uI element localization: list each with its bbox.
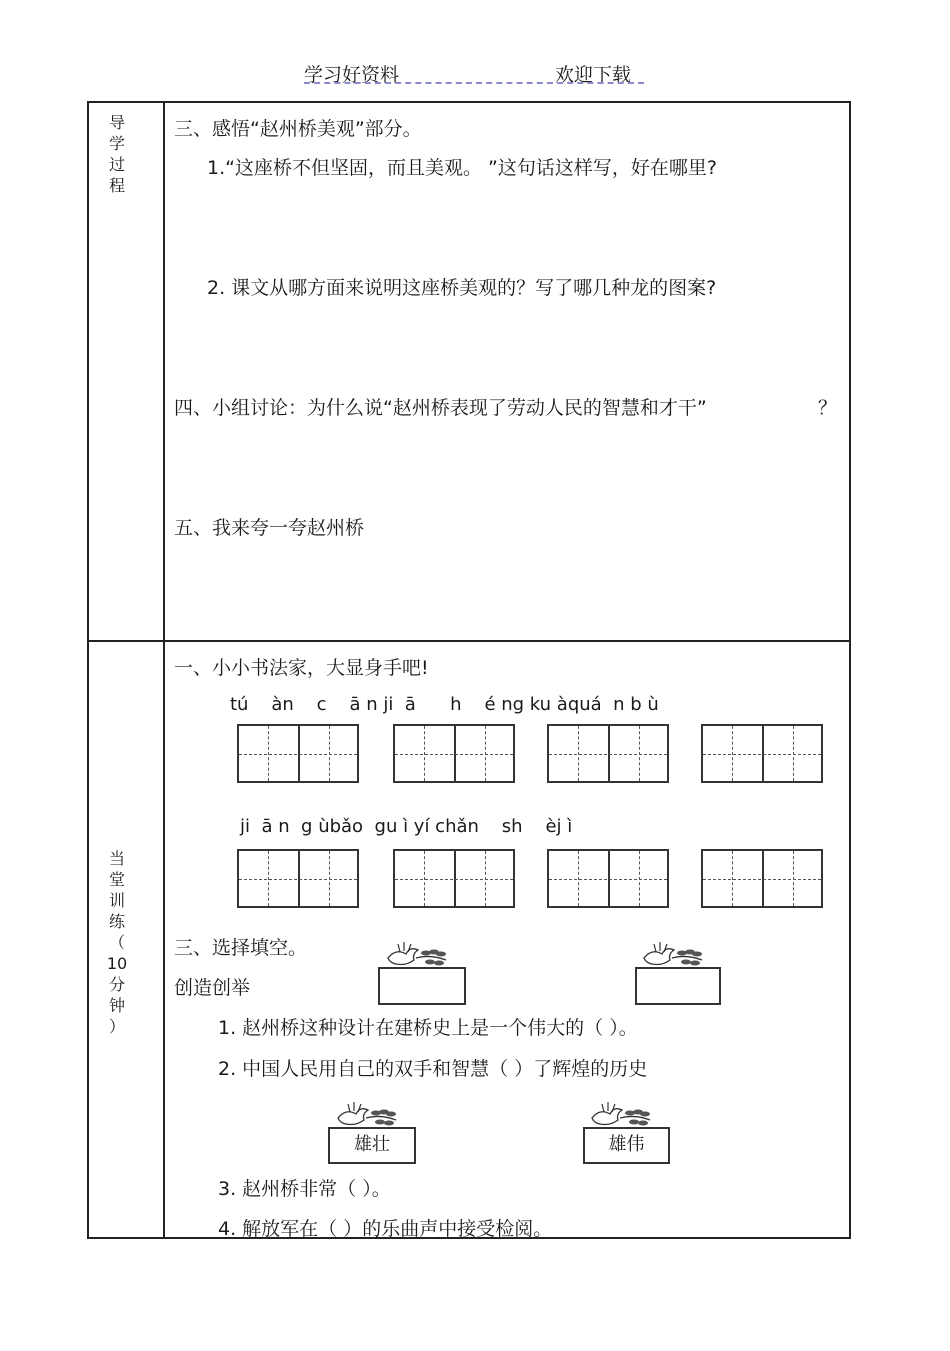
section-3-title: 三、感悟“赵州桥美观”部分。	[174, 118, 422, 140]
section-3-question-1: 1.“这座桥不但坚固，而且美观。 ”这句话这样写，好在哪里?	[207, 157, 717, 179]
table-top-border	[87, 101, 851, 103]
section-4-discussion: 四、小组讨论：为什么说“赵州桥表现了劳动人民的智慧和才干”	[174, 397, 707, 419]
label-char: 导	[108, 113, 125, 132]
writing-grid[interactable]	[237, 724, 359, 783]
fill-question-2: 2. 中国人民用自己的双手和智慧（ ）了辉煌的历史	[218, 1058, 648, 1080]
word-choice-box[interactable]	[583, 1127, 670, 1164]
label-guide-process	[97, 112, 137, 196]
header-dashed-rule	[304, 82, 644, 84]
practice-3-title: 三、选择填空。	[174, 937, 308, 959]
section-4-question-mark: ？	[818, 397, 838, 419]
label-char: 当	[108, 849, 125, 868]
label-char: 10	[106, 954, 128, 973]
word-choice-box[interactable]	[328, 1127, 416, 1164]
section-5-title: 五、我来夸一夸赵州桥	[174, 517, 365, 539]
section-3-question-2: 2. 课文从哪方面来说明这座桥美观的？写了哪几种龙的图案?	[207, 277, 717, 299]
header-left: 学习好资料	[304, 64, 400, 86]
header-right: 欢迎下载	[555, 64, 632, 86]
fill-question-4: 4. 解放军在（ ）的乐曲声中接受检阅。	[218, 1218, 553, 1240]
label-class-practice	[97, 848, 137, 1037]
word-choice-text: 雄壮	[354, 1134, 390, 1155]
label-char: 程	[108, 176, 125, 195]
table-right-border	[849, 101, 851, 1239]
label-char: 学	[108, 134, 125, 153]
pinyin-row-2: ji ā n g ùbǎo gu ì yí chǎn sh èj ì	[240, 816, 573, 837]
label-char: ）	[108, 1017, 125, 1036]
word-choices-label: 创造创举	[174, 977, 251, 999]
label-char: （	[108, 933, 125, 952]
fill-question-3: 3. 赵州桥非常（ ）。	[218, 1178, 391, 1200]
label-char: 堂	[108, 870, 125, 889]
label-char: 过	[108, 155, 125, 174]
pinyin-row-1: tú àn c ā n ji ā h é ng ku àquá n b ù	[230, 694, 659, 715]
writing-grid[interactable]	[701, 849, 823, 908]
word-choice-text: 雄伟	[608, 1134, 645, 1155]
fill-question-1: 1. 赵州桥这种设计在建桥史上是一个伟大的（ ）。	[218, 1017, 638, 1039]
writing-grid[interactable]	[547, 849, 669, 908]
label-char: 钟	[108, 996, 125, 1015]
writing-grid[interactable]	[701, 724, 823, 783]
writing-grid[interactable]	[237, 849, 359, 908]
table-left-border	[87, 101, 89, 1239]
table-column-divider	[163, 101, 165, 1239]
word-choice-box-empty[interactable]	[378, 967, 466, 1005]
label-char: 分	[108, 975, 125, 994]
writing-grid[interactable]	[547, 724, 669, 783]
table-row-divider	[87, 640, 851, 642]
writing-grid[interactable]	[393, 849, 515, 908]
writing-grid[interactable]	[393, 724, 515, 783]
label-char: 训	[108, 891, 125, 910]
word-choice-box-empty[interactable]	[635, 967, 721, 1005]
label-char: 练	[108, 912, 125, 931]
practice-1-title: 一、小小书法家，大显身手吧!	[174, 657, 429, 679]
